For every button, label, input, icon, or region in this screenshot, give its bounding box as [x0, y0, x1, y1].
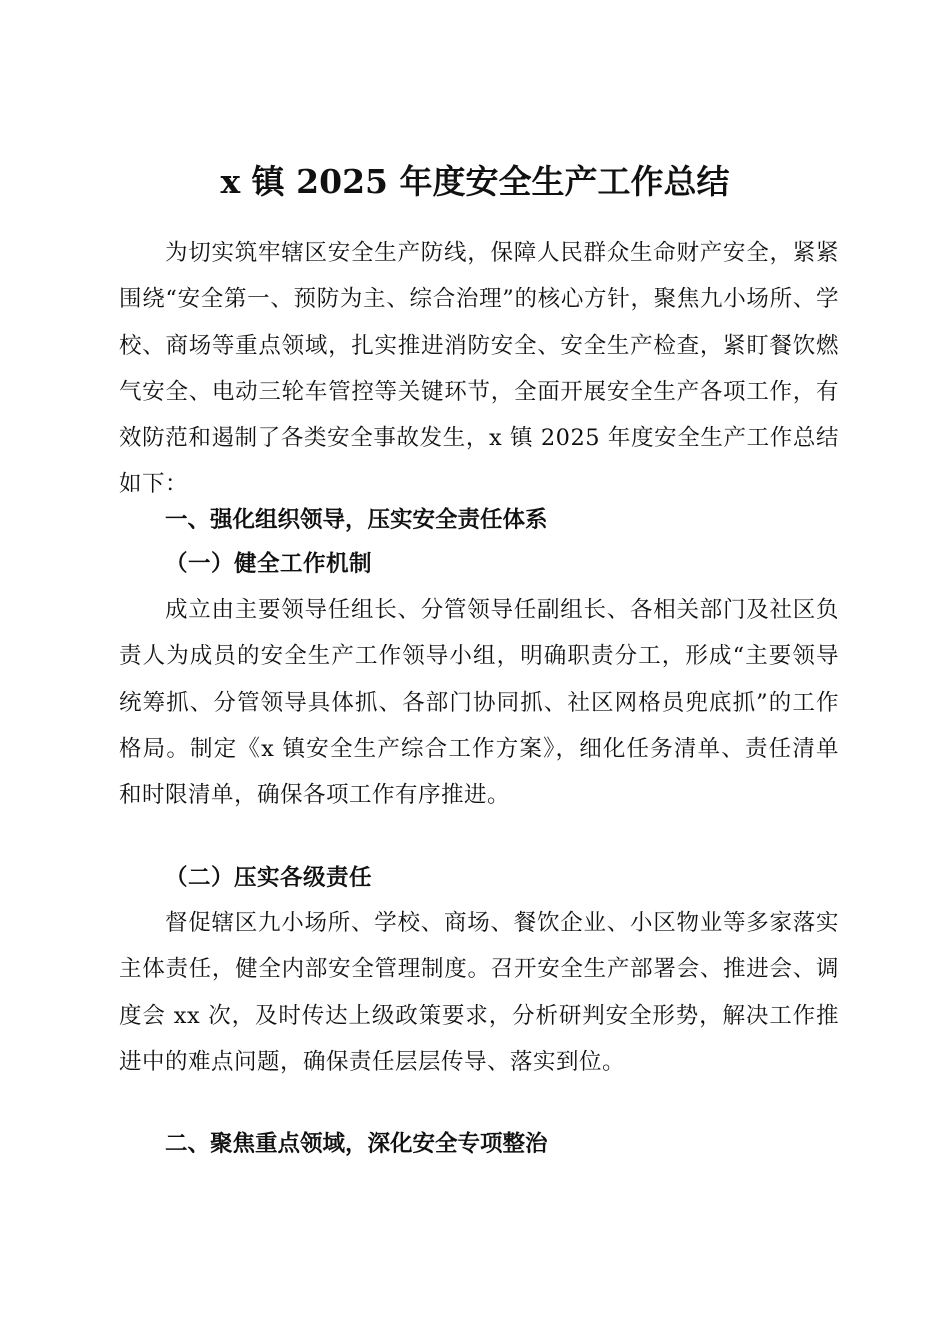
document-title: x 镇 2025 年度安全生产工作总结 [220, 162, 730, 202]
section-heading-2: 二、聚焦重点领域，深化安全专项整治 [165, 1131, 548, 1157]
section-heading-1: 一、强化组织领导，压实安全责任体系 [165, 507, 548, 533]
intro-paragraph: 为切实筑牢辖区安全生产防线，保障人民群众生命财产安全，紧紧围绕“安全第一、预防为主、综合治理”的核心方针，聚焦九小场所、学校、商场等重点领域，扎实推进消防安全、安全生产检查，紧盯餐饮燃气安全、电动三轮车管控等关键环节，全面开展安全生产各项工作，有效防范和遏制了各类安全事故发生，x 镇 2025 年度安全生产工作总结如下： [119, 240, 839, 498]
subsection-heading-1-2: （二）压实各级责任 [165, 865, 373, 891]
subsection-heading-1-1: （一）健全工作机制 [165, 551, 373, 577]
subsection-body-1-1: 成立由主要领导任组长、分管领导任副组长、各相关部门及社区负责人为成员的安全生产工作领导小组，明确职责分工，形成“主要领导统筹抓、分管领导具体抓、各部门协同抓、社区网格员兜底抓”的工作格局。制定《x 镇安全生产综合工作方案》，细化任务清单、责任清单和时限清单，确保各项工作有序推进。 [119, 597, 839, 809]
subsection-body-1-2: 督促辖区九小场所、学校、商场、餐饮企业、小区物业等多家落实主体责任，健全内部安全管理制度。召开安全生产部署会、推进会、调度会 xx 次，及时传达上级政策要求，分析研判安全形势，解决工作推进中的难点问题，确保责任层层传导、落实到位。 [119, 910, 839, 1075]
